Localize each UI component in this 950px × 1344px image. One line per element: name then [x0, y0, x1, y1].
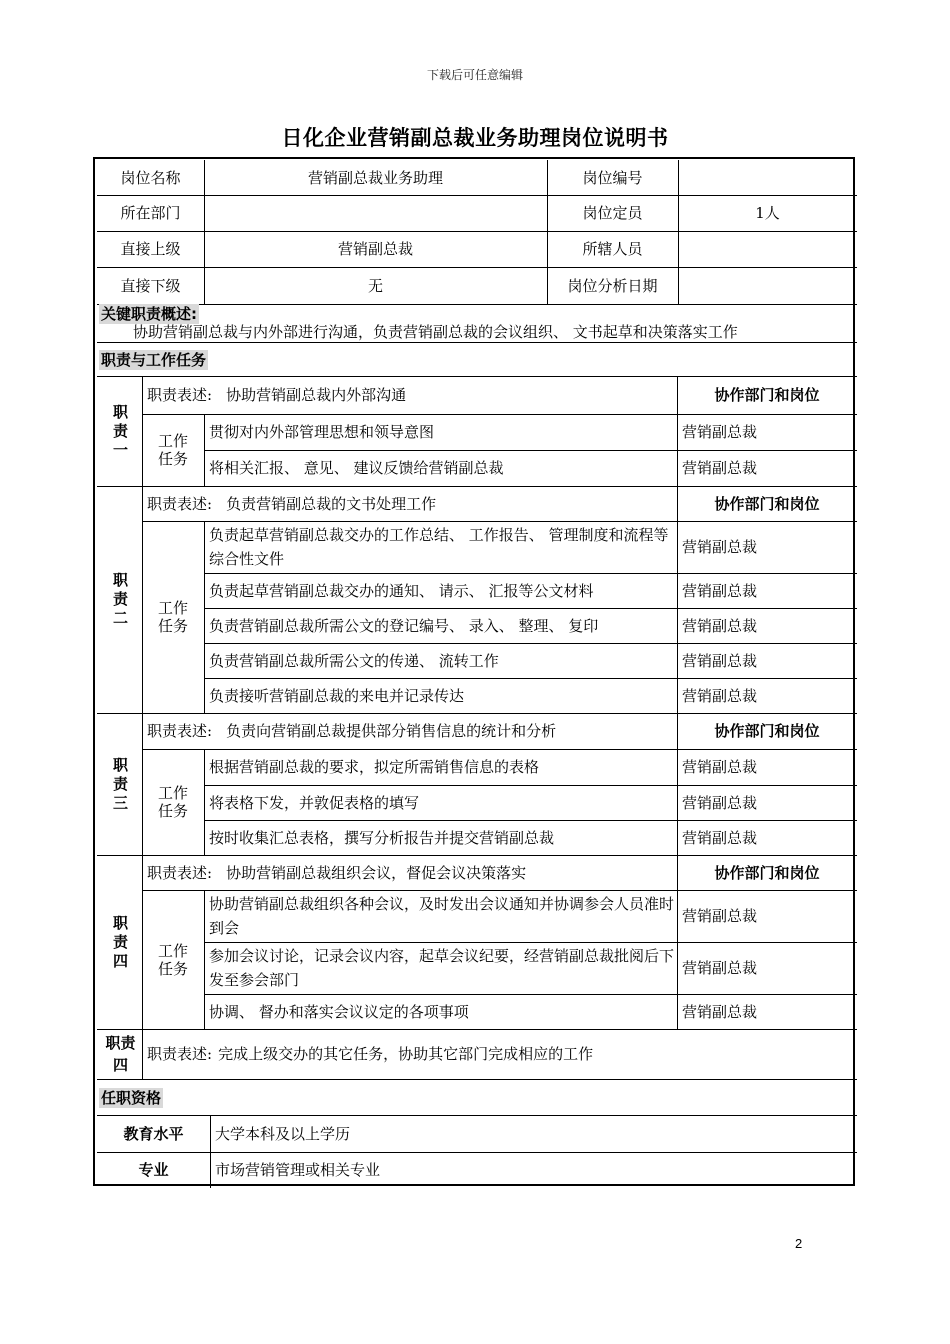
- education-value: [210, 1115, 857, 1152]
- task-partner: [677, 678, 857, 713]
- task-item-text: 负责营销副总裁所需公文的传递、 流转工作: [209, 651, 499, 670]
- duty-name: [99, 1029, 142, 1079]
- info-department: [204, 195, 547, 231]
- education-label: [97, 1115, 210, 1152]
- task-item: [204, 573, 677, 608]
- task-item-text: 协调、 督办和落实会议议定的各项事项: [209, 1002, 469, 1021]
- task-item: [204, 942, 677, 994]
- task-item: [204, 994, 677, 1029]
- task-partner-text: 营销副总裁: [682, 616, 758, 635]
- task-label: [142, 521, 204, 713]
- info-direct-subordinate-text: 无: [367, 276, 383, 295]
- duty-description: [142, 376, 677, 414]
- info-subordinates-label-text: 所辖人员: [582, 240, 643, 258]
- task-partner: [677, 785, 857, 820]
- task-label-line: 任务: [157, 802, 188, 820]
- duty-name-char: 职: [112, 402, 128, 421]
- duty-name: [99, 486, 142, 713]
- task-label: [142, 414, 204, 486]
- collab-header-text: 协作部门和岗位: [714, 722, 820, 740]
- duty-name-char: 二: [112, 609, 128, 627]
- collab-header-text: 协作部门和岗位: [714, 494, 820, 513]
- duty-name-char: 责: [112, 932, 128, 951]
- task-partner: [677, 573, 857, 608]
- duty-name-char: 职: [112, 755, 128, 774]
- collab-header: [677, 376, 857, 414]
- info-superior-text: 营销副总裁: [337, 240, 413, 258]
- info-headcount-label: [547, 195, 678, 231]
- task-item-text: 负责起草营销副总裁交办的工作总结、 工作报告、 管理制度和流程等综合性文件: [209, 526, 669, 568]
- summary-text: [133, 322, 852, 342]
- task-partner: [677, 890, 857, 942]
- task-label-line: 任务: [157, 959, 188, 978]
- task-partner-text: 营销副总裁: [682, 828, 758, 847]
- collab-header-text: 协作部门和岗位: [714, 863, 820, 882]
- info-superior-label: [97, 231, 204, 267]
- task-item: [204, 785, 677, 820]
- task-partner-text: 营销副总裁: [682, 793, 758, 812]
- info-subordinates: [678, 231, 857, 267]
- page-number: 2: [795, 1236, 803, 1251]
- duty-desc-text: 负责向营销副总裁提供部分销售信息的统计和分析: [226, 722, 557, 740]
- job-description-table: [93, 157, 855, 1186]
- task-partner: [677, 994, 857, 1029]
- info-analysis-date: [678, 267, 857, 304]
- duty-description: [142, 1029, 857, 1079]
- duty-name-char: 四: [112, 951, 128, 970]
- task-partner-text: 营销副总裁: [682, 538, 758, 556]
- task-item-text: 负责营销副总裁所需公文的登记编号、 录入、 整理、 复印: [209, 616, 599, 635]
- task-partner-text: 营销副总裁: [682, 758, 758, 776]
- task-label-line: 工作: [157, 432, 188, 450]
- duty-desc-prefix: 职责表述:: [147, 863, 213, 882]
- summary-text-text: 协助营销副总裁与内外部进行沟通，负责营销副总裁的会议组织、 文书起草和决策落实工作: [133, 323, 738, 341]
- info-position-name-text: 营销副总裁业务助理: [307, 168, 443, 187]
- major-label: [97, 1152, 210, 1188]
- task-partner: [677, 521, 857, 573]
- task-item-text: 负责接听营销副总裁的来电并记录传达: [209, 686, 465, 705]
- duty-name: [99, 376, 142, 486]
- task-partner-text: 营销副总裁: [682, 959, 758, 977]
- info-headcount-text: 1人: [755, 204, 780, 222]
- education-value-text: 大学本科及以上学历: [215, 1124, 351, 1143]
- task-item: [204, 521, 677, 573]
- info-position-name-label-text: 岗位名称: [120, 168, 181, 187]
- duty-desc-prefix: 职责表述:: [147, 494, 213, 513]
- task-label-line: 工作: [157, 784, 188, 802]
- duty-name-char: 一: [112, 440, 128, 459]
- duty-name-char: 责: [112, 421, 128, 440]
- duty-desc-prefix: 职责表述:: [147, 722, 213, 740]
- info-analysis-date-label-text: 岗位分析日期: [567, 276, 658, 295]
- info-position-code-label-text: 岗位编号: [582, 168, 643, 187]
- task-partner: [677, 608, 857, 643]
- task-item: [204, 414, 677, 450]
- task-item: [204, 820, 677, 855]
- info-department-label: [97, 195, 204, 231]
- duty-name-char: 责: [112, 590, 128, 608]
- task-item-text: 贯彻对内外部管理思想和领导意图: [209, 423, 435, 441]
- info-position-name: [204, 160, 547, 195]
- task-label-line: 工作: [157, 941, 188, 960]
- task-partner-text: 营销副总裁: [682, 423, 758, 441]
- task-item-text: 按时收集汇总表格，撰写分析报告并提交营销副总裁: [209, 828, 555, 847]
- info-superior-label-text: 直接上级: [120, 240, 181, 258]
- task-item: [204, 643, 677, 678]
- task-partner-text: 营销副总裁: [682, 686, 758, 705]
- task-label-line: 工作: [157, 599, 188, 617]
- duty-name: [99, 713, 142, 855]
- info-superior: [204, 231, 547, 267]
- task-item: [204, 890, 677, 942]
- task-partner: [677, 942, 857, 994]
- task-partner: [677, 414, 857, 450]
- duty-name-char: 责: [112, 774, 128, 793]
- qualifications-heading-text: 任职资格: [101, 1088, 162, 1107]
- task-item: [204, 678, 677, 713]
- info-department-label-text: 所在部门: [120, 204, 181, 222]
- info-position-code: [678, 160, 857, 195]
- task-item: [204, 749, 677, 785]
- info-direct-subordinate-label: [97, 267, 204, 304]
- info-headcount-label-text: 岗位定员: [582, 204, 643, 222]
- task-partner-text: 营销副总裁: [682, 651, 758, 670]
- task-item: [204, 608, 677, 643]
- task-partner: [677, 749, 857, 785]
- duty-desc-prefix: 职责表述:: [147, 1045, 213, 1063]
- task-item-text: 根据营销副总裁的要求，拟定所需销售信息的表格: [209, 758, 540, 776]
- major-value-text: 市场营销管理或相关专业: [215, 1161, 381, 1179]
- duty-description: [142, 855, 677, 890]
- document-title: 日化企业营销副总裁业务助理岗位说明书: [281, 126, 669, 150]
- duty-desc-text: 完成上级交办的其它任务，协助其它部门完成相应的工作: [218, 1045, 594, 1063]
- info-position-code-label: [547, 160, 678, 195]
- collab-header-text: 协作部门和岗位: [714, 386, 820, 404]
- duty-desc-text: 协助营销副总裁组织会议，督促会议决策落实: [226, 863, 527, 882]
- collab-header: [677, 713, 857, 749]
- task-item-text: 将相关汇报、 意见、 建议反馈给营销副总裁: [209, 459, 504, 477]
- info-position-name-label: [97, 160, 204, 195]
- task-partner: [677, 450, 857, 486]
- major-label-text: 专业: [138, 1161, 169, 1179]
- collab-header: [677, 855, 857, 890]
- task-partner-text: 营销副总裁: [682, 581, 758, 600]
- info-direct-subordinate-label-text: 直接下级: [120, 276, 181, 295]
- duty-name-char: 职: [112, 913, 128, 932]
- task-label-line: 任务: [157, 450, 188, 468]
- duty-description: [142, 486, 677, 521]
- task-partner-text: 营销副总裁: [682, 907, 758, 925]
- duty-name-char: 职: [112, 571, 128, 589]
- duty-desc-text: 协助营销副总裁内外部沟通: [226, 386, 407, 404]
- task-item-text: 负责起草营销副总裁交办的通知、 请示、 汇报等公文材料: [209, 581, 594, 600]
- duty-name-char: 三: [112, 793, 128, 812]
- duty-name-line: 四: [112, 1056, 128, 1074]
- qualifications-heading: [99, 1080, 402, 1115]
- task-partner-text: 营销副总裁: [682, 459, 758, 477]
- duty-name-line: 职责: [105, 1034, 136, 1052]
- info-analysis-date-label: [547, 267, 678, 304]
- task-label-line: 任务: [157, 617, 188, 635]
- task-partner: [677, 820, 857, 855]
- duty-desc-text: 负责营销副总裁的文书处理工作: [226, 494, 437, 513]
- duties-heading-text: 职责与工作任务: [101, 350, 207, 369]
- collab-header: [677, 486, 857, 521]
- major-value: [210, 1152, 857, 1188]
- task-item-text: 将表格下发，并敦促表格的填写: [209, 793, 420, 812]
- duty-description: [142, 713, 677, 749]
- info-direct-subordinate: [204, 267, 547, 304]
- task-item-text: 参加会议讨论，记录会议内容，起草会议纪要，经营销副总裁批阅后下发至参会部门: [209, 947, 675, 989]
- task-partner-text: 营销副总裁: [682, 1002, 758, 1021]
- duty-name: [99, 855, 142, 1029]
- summary-heading: [99, 305, 402, 323]
- info-subordinates-label: [547, 231, 678, 267]
- duty-desc-prefix: 职责表述:: [147, 386, 213, 404]
- summary-heading-text: 关键职责概述:: [101, 305, 197, 323]
- task-label: [142, 890, 204, 1029]
- info-headcount: [678, 195, 857, 231]
- task-partner: [677, 643, 857, 678]
- duties-heading: [99, 343, 402, 376]
- education-label-text: 教育水平: [123, 1124, 184, 1143]
- task-label: [142, 749, 204, 855]
- task-item-text: 协助营销副总裁组织各种会议，及时发出会议通知并协调参会人员准时到会: [209, 895, 675, 937]
- header-note: 下载后可任意编辑: [426, 68, 523, 82]
- task-item: [204, 450, 677, 486]
